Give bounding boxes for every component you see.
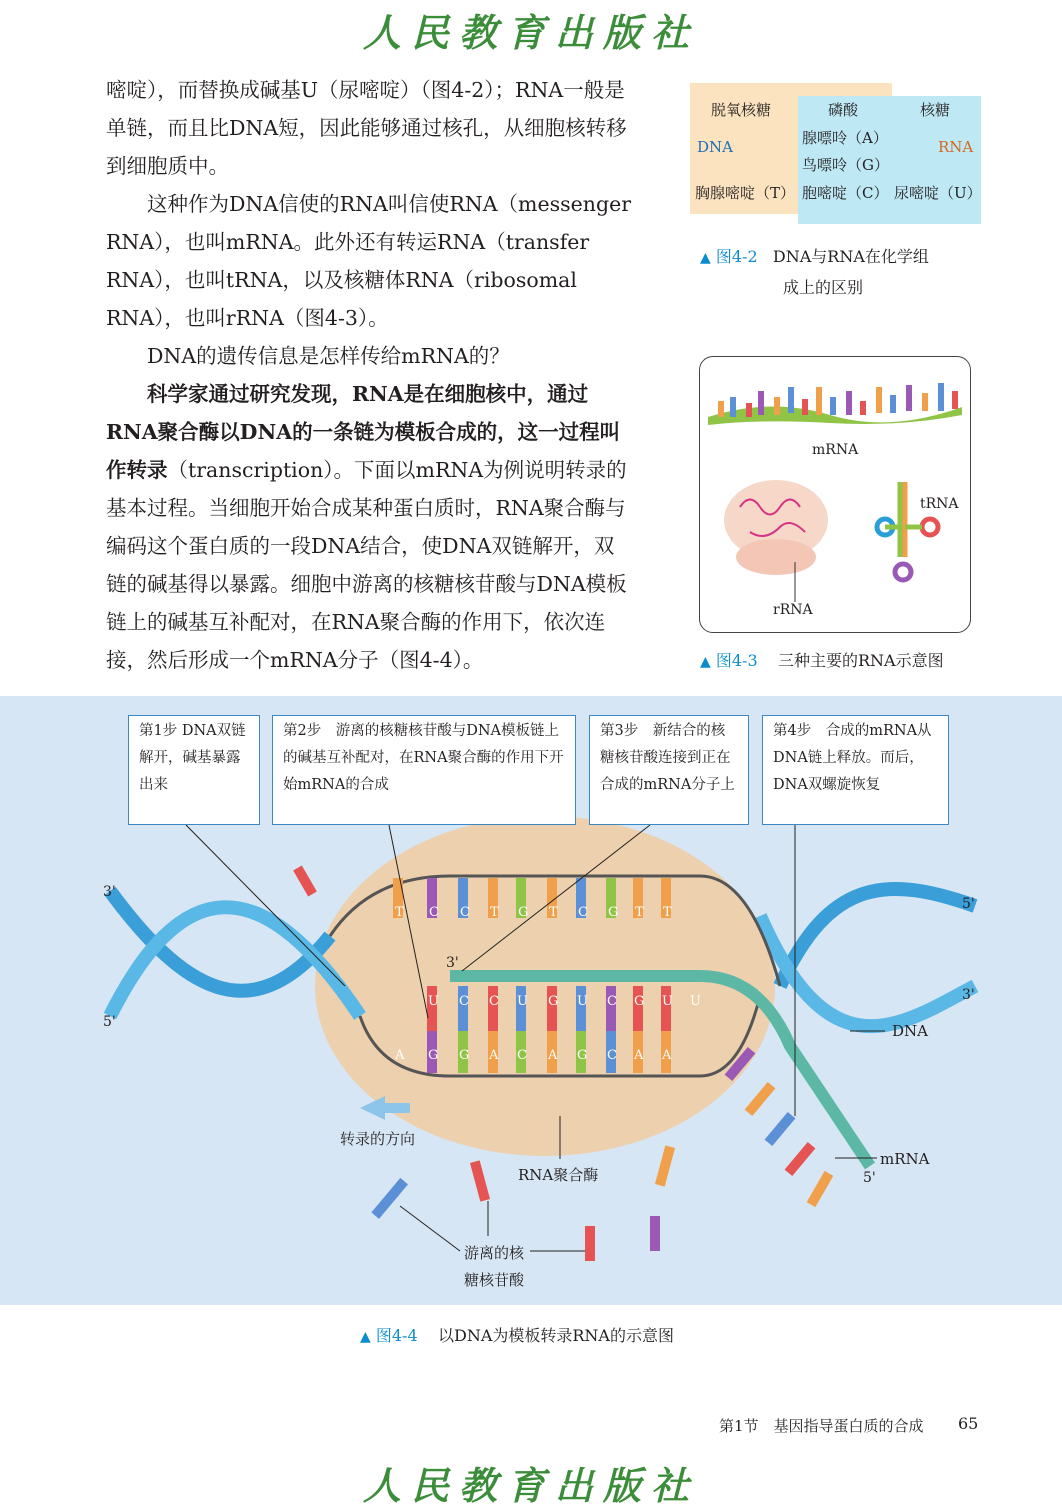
fig42-caption-text-2: 成上的区别 (783, 278, 864, 297)
right-3-prime-label: 3' (962, 987, 975, 1003)
base-letter: U (690, 994, 701, 1009)
fig42-cytosine: 胞嘧啶（C） (802, 184, 889, 202)
step-3-box: 第3步 新结合的核糖核苷酸连接到正在合成的mRNA分子上 (589, 715, 749, 825)
fig42-dna-label: DNA (697, 138, 733, 156)
fig43-box (699, 356, 971, 633)
fig42-caption-text-1: DNA与RNA在化学组 (772, 247, 929, 266)
base-letter: T (395, 905, 404, 920)
base-letter: G (577, 1048, 588, 1063)
right-5-prime-label: 5' (962, 896, 975, 912)
free-nucleotide-label-2: 糖核苷酸 (464, 1271, 525, 1289)
section-title: 第1节 基因指导蛋白质的合成 (719, 1417, 924, 1435)
fig44-panel (0, 696, 1062, 1305)
base-letter: C (489, 994, 499, 1009)
base-letter: U (428, 994, 439, 1009)
base-letter: T (635, 905, 644, 920)
fig44-caption-number: 图4-4 (375, 1326, 418, 1345)
caption-triangle-icon: ▲ (360, 1329, 371, 1345)
mrna-5-prime-label: 5' (863, 1170, 876, 1186)
base-letter: T (663, 905, 672, 920)
fig42-rna-label: RNA (938, 138, 974, 156)
free-nucleotide-label-1: 游离的核 (464, 1244, 525, 1262)
direction-label: 转录的方向 (340, 1130, 416, 1148)
paragraph-4-bold: 科学家通过研究发现，RNA是在细胞核中，通过RNA聚合酶以DNA的一条链为模板合成的，这一过程叫作转录 (106, 382, 621, 482)
base-letter: T (490, 905, 499, 920)
base-letter: C (578, 905, 588, 920)
base-letter: G (518, 905, 529, 920)
page-number: 65 (958, 1414, 979, 1433)
base-letter: C (607, 1048, 617, 1063)
base-letter: G (548, 994, 559, 1009)
paragraph-1: 嘧啶），而替换成碱基U（尿嘧啶）（图4-2）；RNA一般是单链，而且比DNA短，因此能够通过核孔，从细胞核转移到细胞质中。 (106, 78, 627, 178)
mrna-3-prime-label: 3' (446, 955, 459, 971)
paragraph-2: 这种作为DNA信使的RNA叫信使RNA（messenger RNA），也叫mRNA。此外还有转运RNA（transfer RNA），也叫tRNA，以及核糖体RNA（ribosomal RNA），也叫rRNA（图4-3）。 (106, 192, 632, 330)
base-letter: G (459, 1048, 470, 1063)
base-letter: U (662, 994, 673, 1009)
fig42-caption-number: 图4-2 (715, 247, 758, 266)
fig42-adenine: 腺嘌呤（A） (802, 129, 888, 147)
right-helix-strand-a (780, 889, 975, 986)
fig42-phosphate: 磷酸 (828, 101, 859, 119)
ribosome-small (736, 539, 816, 575)
fig43-caption (700, 648, 944, 671)
base-letter: G (634, 994, 645, 1009)
step-4-box: 第4步 合成的mRNA从DNA链上释放。而后，DNA双螺旋恢复 (762, 715, 949, 825)
caption-triangle-icon: ▲ (700, 654, 711, 670)
publisher-logo-bottom: 人民教育出版社 (362, 1463, 699, 1508)
fig42-guanine: 鸟嘌呤（G） (802, 156, 889, 174)
left-3-prime-label: 3' (103, 884, 116, 900)
base-letter: G (428, 1048, 439, 1063)
fig42-thymine: 胸腺嘧啶（T） (695, 184, 796, 202)
base-letter: C (459, 994, 469, 1009)
paragraph-4 (106, 375, 632, 679)
fig43-mrna-label: mRNA (812, 442, 859, 458)
fig42-caption (700, 242, 929, 303)
fig42-ribose: 核糖 (920, 101, 951, 119)
step-2-box: 第2步 游离的核糖核苷酸与DNA模板链上的碱基互补配对，在RNA聚合酶的作用下开始mRNA的合成 (272, 715, 576, 825)
step-1-box: 第1步 DNA双链解开，碱基暴露出来 (128, 715, 260, 825)
base-letter: G (608, 905, 619, 920)
fig44-caption (360, 1323, 674, 1346)
polymerase-label: RNA聚合酶 (518, 1166, 599, 1184)
mrna-label: mRNA (880, 1150, 930, 1168)
base-letter: A (395, 1048, 405, 1063)
publisher-logo-top: 人民教育出版社 (362, 10, 699, 55)
right-helix-strand-b (760, 916, 975, 1026)
base-letter: C (429, 905, 439, 920)
base-letter: T (549, 905, 558, 920)
fig43-caption-text: 三种主要的RNA示意图 (778, 651, 944, 670)
dna-label: DNA (892, 1022, 928, 1040)
base-letter: C (607, 994, 617, 1009)
base-letter: A (662, 1048, 672, 1063)
base-letter: C (517, 1048, 527, 1063)
base-letter: C (460, 905, 470, 920)
fig44-caption-text: 以DNA为模板转录RNA的示意图 (438, 1326, 674, 1345)
fig43-trna-label: tRNA (920, 496, 959, 512)
base-letter: A (548, 1048, 558, 1063)
fig42-uracil: 尿嘧啶（U） (894, 184, 982, 202)
base-letter: A (634, 1048, 644, 1063)
paragraph-3: DNA的遗传信息是怎样传给mRNA的？ (147, 344, 510, 368)
base-letter: A (489, 1048, 499, 1063)
paragraph-4-rest: （transcription）。下面以mRNA为例说明转录的基本过程。当细胞开始合成某种蛋白质时，RNA聚合酶与编码这个蛋白质的一段DNA结合，使DNA双链解开，双链的碱基得以暴露。细胞中游离的核糖核苷酸与DNA模板链上的碱基互补配对，在RNA聚合酶的作用下，依次连接，然后形成一个mRNA分子（图4-4）。 (106, 458, 627, 672)
fig42-deoxyribose: 脱氧核糖 (711, 101, 772, 119)
left-5-prime-label: 5' (103, 1014, 116, 1030)
base-letter: U (577, 994, 588, 1009)
base-letter: U (517, 994, 528, 1009)
fig43-caption-number: 图4-3 (715, 651, 758, 670)
fig43-illustration (700, 357, 970, 632)
fig43-rrna-label: rRNA (773, 602, 813, 618)
caption-triangle-icon: ▲ (700, 250, 711, 266)
